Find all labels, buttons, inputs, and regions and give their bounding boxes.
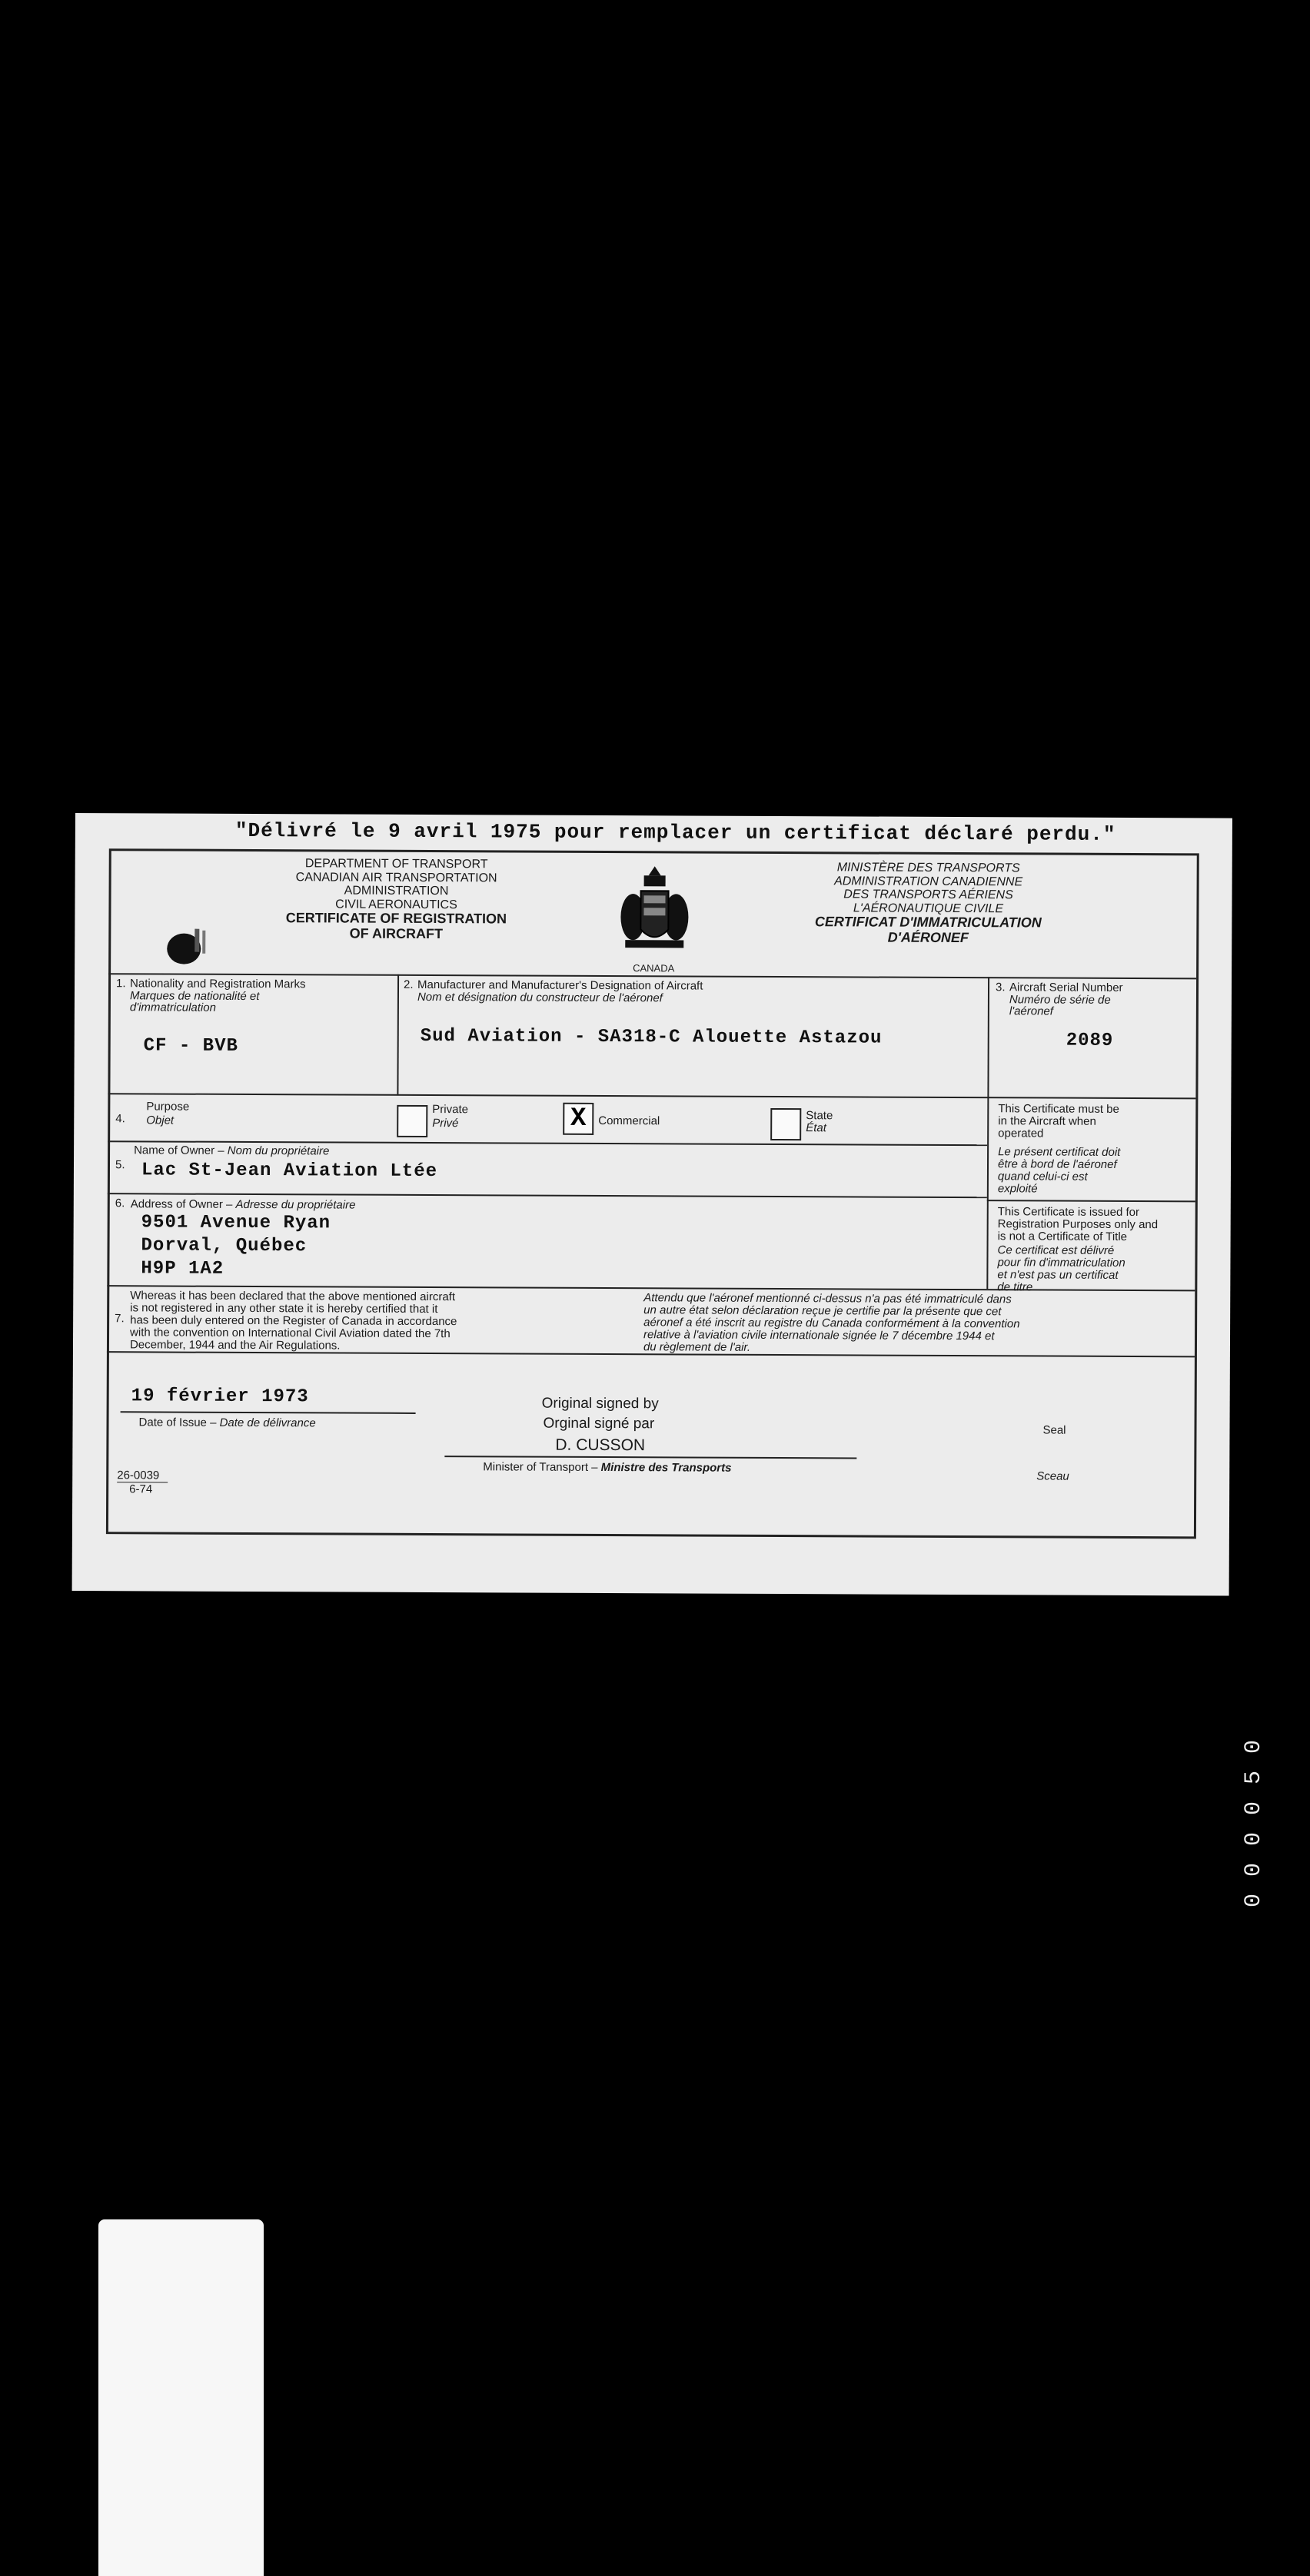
english-header xyxy=(250,857,542,943)
header-line: ADMINISTRATION xyxy=(344,884,449,898)
film-leader-block xyxy=(98,2219,264,2576)
field6-label-fr: Adresse du propriétaire xyxy=(235,1197,356,1212)
field-number: 7. xyxy=(115,1312,125,1326)
issue-date-label-fr: Date de délivrance xyxy=(219,1416,316,1430)
field2-label-fr: Nom et désignation du constructeur de l'aéronef xyxy=(417,990,663,1005)
side-note-line: is not a Certificate of Title xyxy=(997,1230,1128,1243)
purpose-private-label-fr: Privé xyxy=(432,1117,459,1130)
issue-date-label xyxy=(138,1416,315,1430)
side-note-line: operated xyxy=(998,1127,1044,1140)
side-note-line: This Certificate is issued for xyxy=(997,1205,1140,1220)
side-note-line: de titre xyxy=(997,1280,1033,1294)
side-note-line: exploité xyxy=(997,1182,1038,1196)
field-number: 3. xyxy=(995,981,1006,994)
purpose-commercial-checkbox[interactable]: X xyxy=(563,1103,593,1135)
replacement-note: "Délivré le 9 avril 1975 pour remplacer un certificat déclaré perdu." xyxy=(234,818,1116,846)
minister-name: D. CUSSON xyxy=(555,1436,646,1455)
field6-label xyxy=(131,1197,356,1212)
header-line: MINISTÈRE DES TRANSPORTS xyxy=(836,861,1020,875)
declaration-fr-line: relative à l'aviation civile internationale signée le 7 décembre 1944 et xyxy=(643,1328,995,1343)
side-note-line: This Certificate must be xyxy=(998,1102,1119,1116)
field-number: 4. xyxy=(115,1112,125,1126)
certificate-title-fr: CERTIFICAT D'IMMATRICULATION xyxy=(814,914,1042,931)
field-number: 2. xyxy=(403,978,414,991)
field3-label-fr: Numéro de série de xyxy=(1009,993,1111,1007)
ink-stamp-icon xyxy=(164,923,218,969)
header-line: DES TRANSPORTS AÉRIENS xyxy=(843,888,1013,902)
purpose-private-label: Private xyxy=(432,1103,469,1117)
address-line-1: 9501 Avenue Ryan xyxy=(141,1212,331,1234)
side-note-line: pour fin d'immatriculation xyxy=(997,1256,1125,1270)
declaration-fr-line: du règlement de l'air. xyxy=(643,1340,751,1354)
canada-coat-of-arms-icon xyxy=(617,863,692,971)
declaration-fr-line: Attendu que l'aéronef mentionné ci-dessus n'a pas été immatriculé dans xyxy=(643,1291,1012,1306)
field5-label-fr: Nom du propriétaire xyxy=(227,1144,330,1158)
field-number: 6. xyxy=(115,1197,125,1210)
signature-line-en: Original signed by xyxy=(541,1395,659,1412)
address-line-3: H9P 1A2 xyxy=(141,1258,224,1280)
field2-label-en: Manufacturer and Manufacturer's Designation of Aircraft xyxy=(417,978,703,993)
seal-label-en: Seal xyxy=(1042,1423,1066,1437)
field4-label-en: Purpose xyxy=(146,1100,190,1114)
purpose-private-checkbox[interactable] xyxy=(397,1105,427,1137)
minister-title-fr: Ministre des Transports xyxy=(600,1460,732,1475)
header-line: L'AÉRONAUTIQUE CIVILE xyxy=(853,901,1004,916)
declaration-en-line: is not registered in any other state it is hereby certified that it xyxy=(130,1301,438,1316)
header-line: ADMINISTRATION CANADIENNE xyxy=(834,874,1023,888)
side-note-line: Registration Purposes only and xyxy=(997,1217,1159,1232)
declaration-en-line: has been duly entered on the Register of Canada in accordance xyxy=(130,1313,457,1329)
address-line-2: Dorval, Québec xyxy=(141,1235,308,1257)
manufacturer-value: Sud Aviation - SA318-C Alouette Astazou xyxy=(420,1025,883,1049)
field-number: 5. xyxy=(115,1158,125,1172)
certificate-title-en: OF AIRCRAFT xyxy=(349,925,444,942)
issue-date-value: 19 février 1973 xyxy=(131,1386,309,1408)
seal-label-fr: Sceau xyxy=(1036,1469,1069,1483)
field4-label-fr: Objet xyxy=(146,1114,175,1127)
side-note-line: Le présent certificat doit xyxy=(998,1145,1121,1159)
owner-name-value: Lac St-Jean Aviation Ltée xyxy=(141,1160,438,1183)
purpose-state-checkbox[interactable] xyxy=(770,1108,801,1140)
crest-label: CANADA xyxy=(633,962,675,974)
film-frame-number: 000050 xyxy=(1241,1723,1267,1908)
purpose-state-label: State xyxy=(806,1109,833,1123)
field1-label-fr: Marques de nationalité et xyxy=(129,989,260,1004)
declaration-fr-line: un autre état selon déclaration reçue je certifie par la présente que cet xyxy=(643,1303,1002,1319)
header-line: CANADIAN AIR TRANSPORTATION xyxy=(295,870,497,885)
declaration-en-line: Whereas it has been declared that the above mentioned aircraft xyxy=(130,1289,456,1304)
field-number: 1. xyxy=(115,977,126,991)
certificate-title-en: CERTIFICATE OF REGISTRATION xyxy=(285,910,507,927)
side-note-line: quand celui-ci est xyxy=(997,1170,1088,1183)
field1-label-fr: d'immatriculation xyxy=(129,1001,217,1014)
minister-title xyxy=(483,1460,731,1475)
declaration-en-line: with the convention on International Civil Aviation dated the 7th xyxy=(130,1326,451,1341)
field3-label-fr: l'aéronef xyxy=(1009,1004,1054,1018)
issue-date-label-en: Date of Issue – xyxy=(138,1416,220,1429)
side-note-line: in the Aircraft when xyxy=(998,1114,1096,1128)
form-revision: 6-74 xyxy=(129,1482,153,1496)
field6-label-en: Address of Owner – xyxy=(130,1197,236,1211)
purpose-state-label-fr: État xyxy=(806,1121,826,1135)
header-line: CIVIL AERONAUTICS xyxy=(335,898,457,911)
declaration-en-line: December, 1944 and the Air Regulations. xyxy=(129,1338,341,1353)
purpose-commercial-label: Commercial xyxy=(598,1114,660,1128)
side-note-line: être à bord de l'aéronef xyxy=(997,1157,1117,1171)
field5-label-en: Name of Owner – xyxy=(134,1144,228,1157)
field3-label-en: Aircraft Serial Number xyxy=(1009,981,1123,994)
declaration-fr-line: aéronef a été inscrit au registre du Canada conformément à la convention xyxy=(643,1316,1020,1331)
minister-title-en: Minister of Transport – xyxy=(483,1460,601,1474)
signature-line-fr: Orginal signé par xyxy=(543,1415,655,1432)
registration-marks-value: CF - BVB xyxy=(143,1035,238,1057)
form-number: 26-0039 xyxy=(117,1469,160,1482)
side-note-line: Ce certificat est délivré xyxy=(997,1243,1115,1257)
registration-certificate xyxy=(72,813,1232,1596)
certificate-title-fr: D'AÉRONEF xyxy=(887,929,969,946)
field5-label xyxy=(134,1144,329,1158)
field1-label-en: Nationality and Registration Marks xyxy=(129,977,306,991)
side-note-line: et n'est pas un certificat xyxy=(997,1268,1119,1282)
french-header xyxy=(782,861,1074,947)
header-line: DEPARTMENT OF TRANSPORT xyxy=(304,857,488,871)
serial-number-value: 2089 xyxy=(1066,1030,1114,1051)
